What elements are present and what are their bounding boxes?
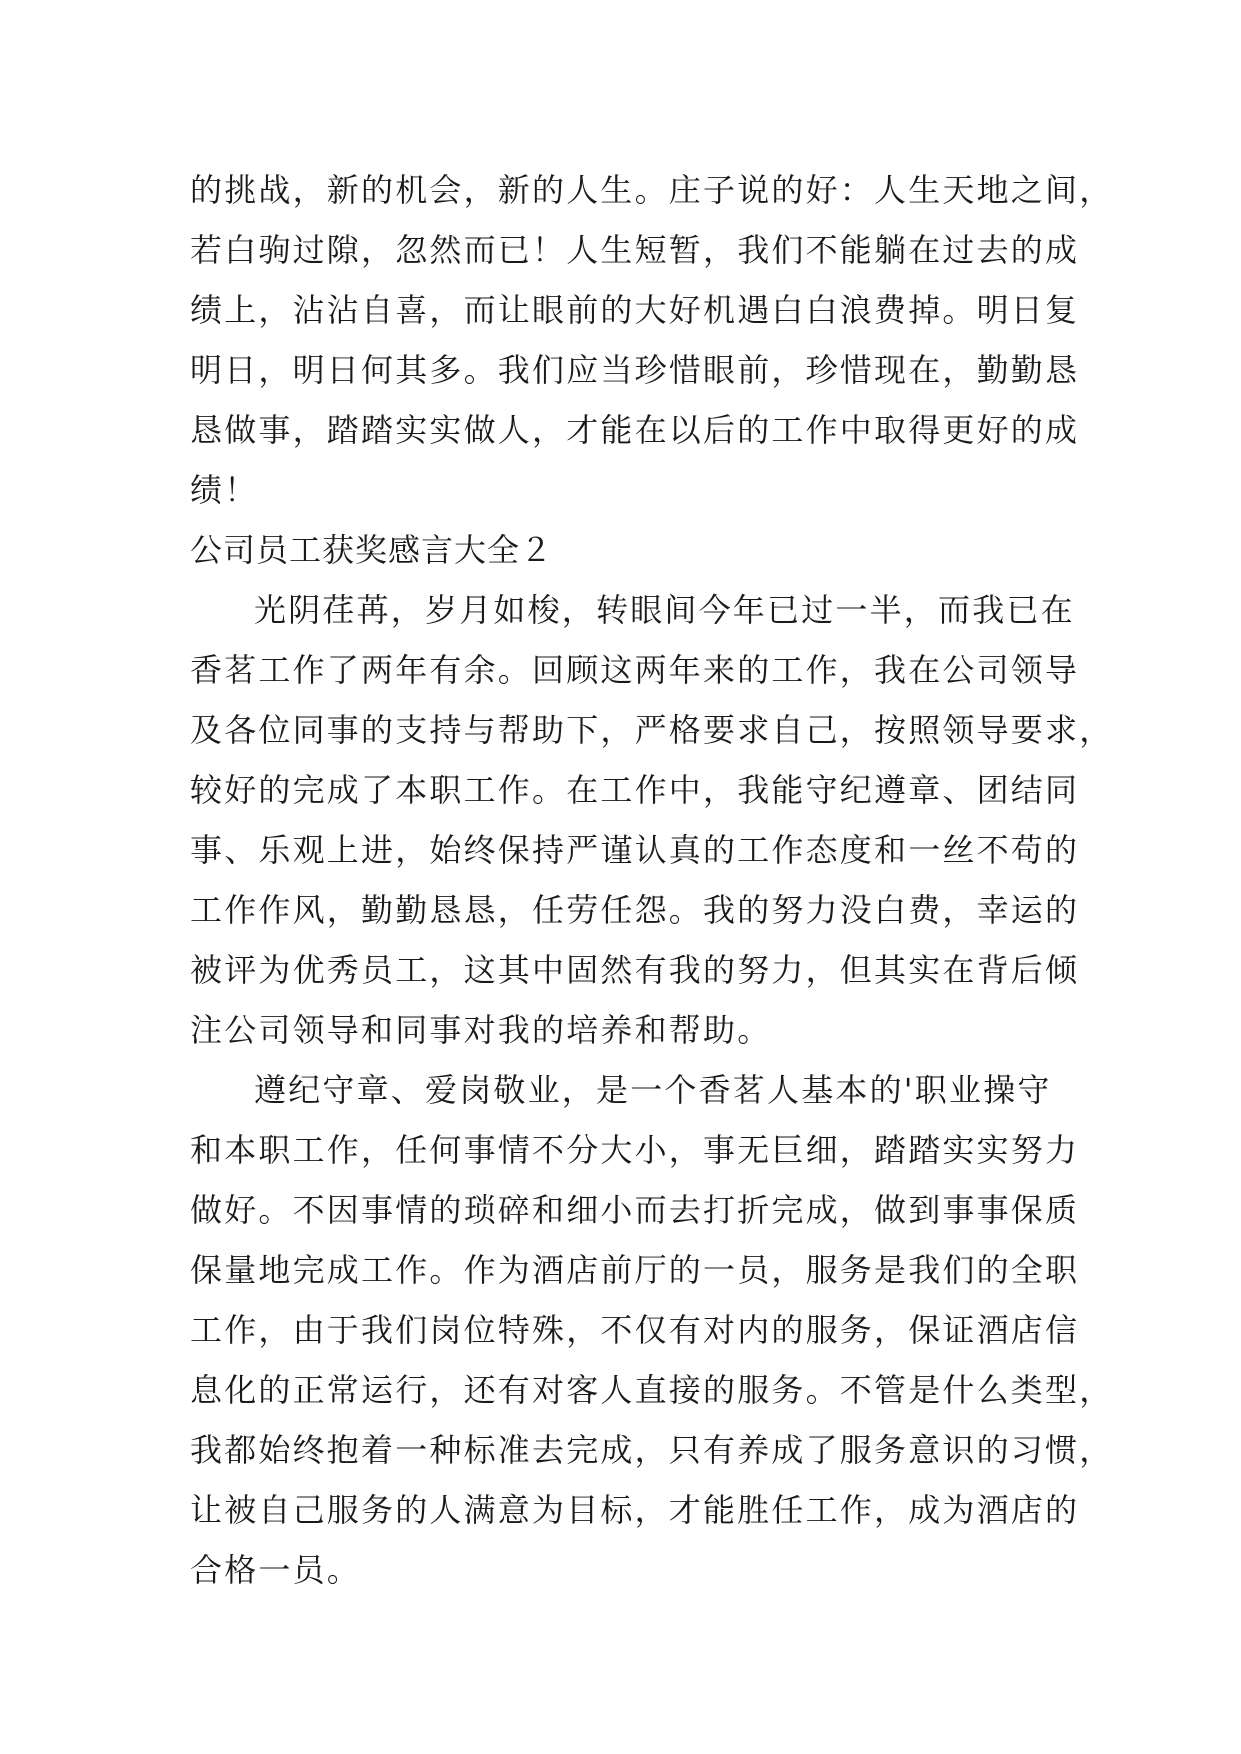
paragraph-line: 绩！ (190, 471, 259, 509)
paragraph-line: 恳做事，踏踏实实做人，才能在以后的工作中取得更好的成 (190, 411, 1080, 449)
paragraph-line: 工作作风，勤勤恳恳，任劳任怨。我的努力没白费，幸运的 (190, 891, 1080, 929)
paragraph-line: 做好。不因事情的琐碎和细小而去打折完成，做到事事保质 (190, 1191, 1080, 1229)
paragraph-line: 被评为优秀员工，这其中固然有我的努力，但其实在背后倾 (190, 951, 1080, 989)
paragraph-line: 和本职工作，任何事情不分大小，事无巨细，踏踏实实努力 (190, 1131, 1080, 1169)
paragraph-line: 注公司领导和同事对我的培养和帮助。 (190, 1011, 772, 1049)
paragraph-line: 光阴荏苒，岁月如梭，转眼间今年已过一半，而我已在 (254, 591, 1075, 629)
paragraph-line: 的挑战，新的机会，新的人生。庄子说的好：人生天地之间， (190, 171, 1114, 209)
paragraph-line: 让被自己服务的人满意为目标，才能胜任工作，成为酒店的 (190, 1491, 1080, 1529)
paragraph-line: 绩上，沾沾自喜，而让眼前的大好机遇白白浪费掉。明日复 (190, 291, 1080, 329)
section-heading: 公司员工获奖感言大全２ (190, 531, 554, 569)
paragraph-line: 我都始终抱着一种标准去完成，只有养成了服务意识的习惯， (190, 1431, 1114, 1469)
paragraph-line: 工作，由于我们岗位特殊，不仅有对内的服务，保证酒店信 (190, 1311, 1080, 1349)
paragraph-line: 及各位同事的支持与帮助下，严格要求自己，按照领导要求， (190, 711, 1114, 749)
document-body (190, 160, 1114, 1600)
paragraph-line: 香茗工作了两年有余。回顾这两年来的工作，我在公司领导 (190, 651, 1080, 689)
paragraph-line: 明日，明日何其多。我们应当珍惜眼前，珍惜现在，勤勤恳 (190, 351, 1080, 389)
paragraph-line: 遵纪守章、爱岗敬业，是一个香茗人基本的'职业操守 (254, 1071, 1052, 1109)
paragraph-line: 较好的完成了本职工作。在工作中，我能守纪遵章、团结同 (190, 771, 1080, 809)
paragraph-line: 合格一员。 (190, 1551, 362, 1589)
paragraph-line: 息化的正常运行，还有对客人直接的服务。不管是什么类型， (190, 1371, 1114, 1409)
paragraph-line: 事、乐观上进，始终保持严谨认真的工作态度和一丝不苟的 (190, 831, 1080, 869)
paragraph-line: 若白驹过隙，忽然而已！人生短暂，我们不能躺在过去的成 (190, 231, 1080, 269)
paragraph-line: 保量地完成工作。作为酒店前厅的一员，服务是我们的全职 (190, 1251, 1080, 1289)
